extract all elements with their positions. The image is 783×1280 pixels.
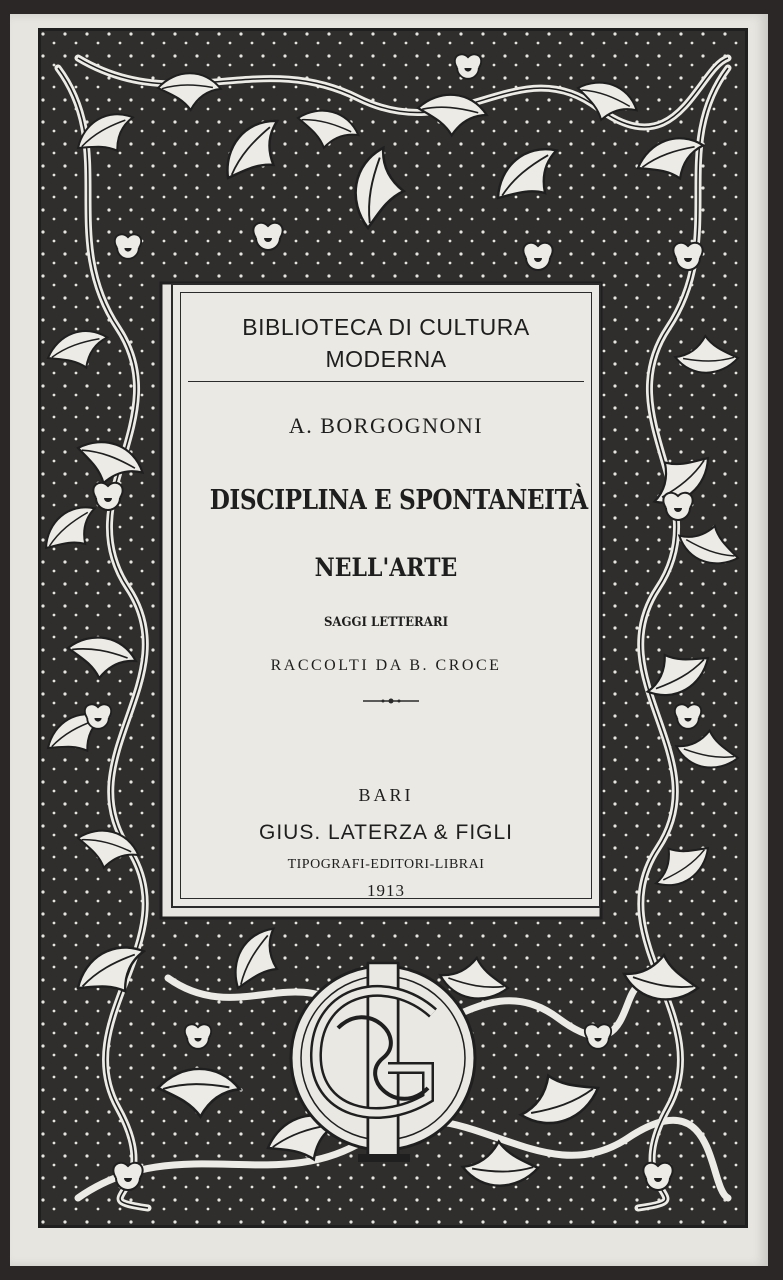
subtitle: SAGGI LETTERARI bbox=[323, 615, 449, 630]
author-name: A. BORGOGNONI bbox=[288, 413, 484, 438]
title-panel bbox=[171, 283, 601, 908]
publisher-name: GIUS. LATERZA & FIGLI bbox=[259, 821, 513, 844]
editor-credit: RACCOLTI DA B. CROCE bbox=[270, 657, 502, 674]
title-panel-inner-frame bbox=[180, 292, 592, 899]
publisher-trades: TIPOGRAFI-EDITORI-LIBRAI bbox=[287, 857, 485, 872]
publication-year: 1913 bbox=[367, 881, 405, 900]
book-title-line2: NELL'ARTE bbox=[314, 553, 458, 582]
publication-city: BARI bbox=[358, 785, 414, 805]
series-title bbox=[181, 311, 591, 375]
book-title-line1: DISCIPLINA E SPONTANEITÀ bbox=[209, 485, 588, 516]
ornamental-rule-icon bbox=[363, 697, 419, 705]
series-title-line: BIBLIOTECA DI CULTURA MODERNA bbox=[242, 314, 530, 372]
book-page bbox=[10, 14, 768, 1266]
divider-rule bbox=[188, 381, 584, 382]
